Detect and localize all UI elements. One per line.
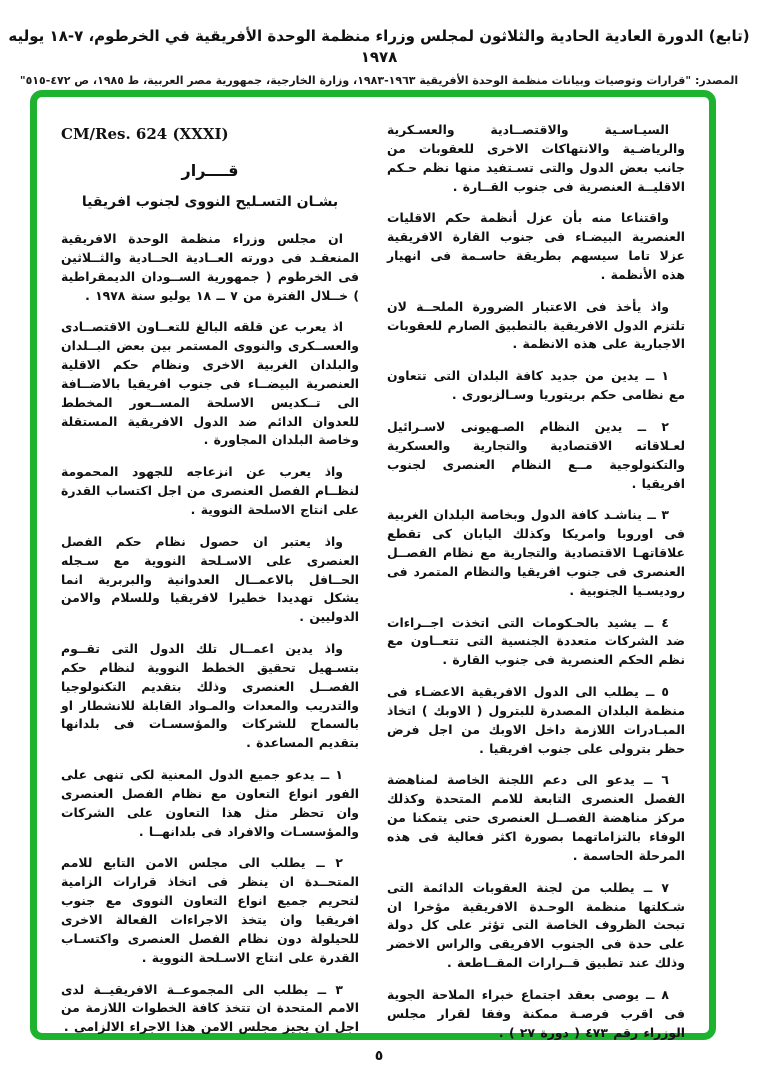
paragraph: اذ يعرب عن قلقه البالغ للتعــاون الاقتصــادى والعســكرى والنووى المستمر بين بعض البــلدان والبلدان الغربية الاخرى ونظام حكم الاقلية العنصرية البيضــاء فى جنوب افريقيا بالاضــافة الى تــكديس الاسلحة المســعور المخطط للعدوان الدائم ضد الدول الافريقية المستقلة وخاصة البلدان المجاورة . xyxy=(61,319,359,448)
right-column-continuation-text xyxy=(387,121,685,1040)
numbered-clause: ٣ ــ يناشـد كافة الدول وبخاصة البلدان الغربية فى اوروبا وامريكا وكذلك اليابان كى تقطع علاقاتهـا الاقتصادية والتجارية مع نظام الفصــل العنصرى فى جنوب افريقيا والنظام المتمرد فى روديسـيا الجنوبية . xyxy=(387,507,685,598)
paragraph: واذ يعرب عن انزعاجه للجهود المحمومة لنظــام الفصل العنصرى من اجل اكتساب القدرة على انتاج الاسلحة النووية . xyxy=(61,464,359,517)
numbered-clause: ٢ ــ يدين النظام الصـهيونى لاسـرائيل لعـلاقاته الاقتصادية والتجارية والعسكرية والتكنولوجية مــع النظام العنصرى لجنوب افريقيا . xyxy=(387,418,685,491)
paragraph: السيـاسـية والاقتصــادية والعسـكرية والرياضـية والانتهاكات الاخرى للعقوبات من جانب بعض الدول والتى تسـتفيد منها نظم حـكم الاقليــة العنصرية فى جنوب القــارة . xyxy=(387,122,685,194)
resolution-heading: قــــرار xyxy=(181,161,239,180)
paragraph: واذ يعتبر ان حصول نظام حكم الفصل العنصرى على الاسـلحة النووية مع سـجله الحــافل بالاعمــال العدوانية والبربرية انما يشكل تهديدا خطيرا لافريقيا وللسلام والامن الدوليين . xyxy=(61,533,359,625)
session-title: (تابع) الدورة العادية الحادية والثلاثون لمجلس وزراء منظمة الوحدة الأفريقية في الخرطوم، ٧-١٨ يوليه ١٩٧٨ xyxy=(8,27,750,66)
green-border-frame xyxy=(30,90,716,1040)
numbered-clause: ٥ ــ يطلب الى الدول الافريقية الاعضـاء فى منظمة البلدان المصدرة للبترول ( الاوبك ) اتخاذ المبـادرات اللازمة داخل الاوبك من اجل فرض حظر بترولى على جنوب افريقيا . xyxy=(387,684,685,756)
numbered-clause: ٧ ــ يطلب من لجنة العقوبات الدائمة التى شـكلتها منظمة الوحـدة الافريقية مؤخرا ان تبحث الظروف الخاصة التى تؤثر على كل دولة على حدة فى الجنوب الافريقى والراس الاخضر وذلك عند تطبيق قــرارات المقــاطعة . xyxy=(387,879,685,971)
paragraph: واذ يدين اعمــال تلك الدول التى تقــوم بتسـهيل تحقيق الخطط النووية لنظام حكم الفصــل العنصرى وذلك بتقديم التكنولوجيا والتدريب والمعدات والمـواد القابلة للانشطار او بالسماح للشركات والمؤسسـات فى بلدانها بتقديم المساعدة . xyxy=(61,641,359,751)
paragraph: واقتناعا منه بأن عزل أنظمة حكم الاقليات العنصرية البيضـاء فى جنوب القارة الافريقية عزلا تاما سيسهم بطريقة حاسـمة فى انهيار هذه الأنظمة . xyxy=(387,210,685,282)
numbered-clause: ٨ ــ يوصى بعقد اجتماع خبراء الملاحة الجوية فى اقرب فرصـة ممكنة وفقا لقرار مجلس الوزراء رقم ٤٧٣ ( دورة ٢٧ ) . xyxy=(387,986,685,1040)
two-column-layout xyxy=(61,121,685,1040)
paragraph: ان مجلس وزراء منظمة الوحدة الافريقية المنعقـد فى دورته العــادية الحــادية والثــلاثين فى الخرطوم ( جمهورية الســودان الديمقراطية ) خــلال الفترة من ٧ ــ ١٨ يوليو سنة ١٩٧٨ . xyxy=(61,231,359,303)
resolution-subject: بشـان التسـليح النووى لجنوب افريقيا xyxy=(81,194,339,210)
page-number: ٥ xyxy=(374,1048,384,1064)
numbered-clause: ٤ ــ يشيد بالحـكومات التى اتخذت اجــراءات ضد الشركات متعددة الجنسية التى تتعــاون مع نظم الحكم العنصرية فى جنوب القارة . xyxy=(387,614,685,668)
numbered-clause: ٢ ــ يطلب الى مجلس الامن التابع للامم المتحــدة ان ينظر فى اتخاذ قرارات الزامية لتحريم جميع انواع التعاون النووى مع جنوب افريقيا وان يتخذ الاجراءات الفعالة الاخرى للحيلولة دون نظام الفصل العنصرى واكتسـاب القدرة على انتاج الاسـلحة النووية . xyxy=(61,855,359,965)
resolution-reference: CM/Res. 624 (XXXI) xyxy=(61,125,229,143)
left-column-resolution-624 xyxy=(61,121,359,1035)
numbered-clause: ١ ــ يدعو جميع الدول المعنية لكى تنهى على الفور انواع التعاون مع نظام الفصل العنصرى وان تحظر مثل هذا التعاون على الشركات والمؤسسـات والافراد فى بلدانهــا . xyxy=(61,767,359,839)
paragraph: واذ يأخذ فى الاعتبار الضرورة الملحــة لان تلتزم الدول الافريقية بالتطبيق الصارم للعقوبات الاجبارية على هذه الانظمة . xyxy=(387,298,685,352)
numbered-clause: ٦ ــ يدعو الى دعم اللجنة الخاصة لمناهضة الفصل العنصرى التابعة للامم المتحدة وكذلك مركز مناهضة الفصــل العنصرى حتى يتمكنا من الوفاء بالتزاماتهما بصورة اكثر فعالية فى هذه المرحلة الحاسمة . xyxy=(387,772,685,863)
numbered-clause: ١ ــ يدين من جديد كافة البلدان التى تتعاون مع نظامى حكم بريتوريا وسـالزبورى . xyxy=(387,368,685,403)
page-header xyxy=(0,26,758,87)
source-citation: المصدر: "قرارات وتوصيات وبيانات منظمة الوحدة الأفريقية ١٩٦٣-١٩٨٣، وزارة الخارجية، جمهورية مصر العربية، ط ١٩٨٥، ص ٤٧٢-٥١٥" xyxy=(19,74,739,87)
numbered-clause: ٣ ــ يطلب الى المجموعــة الافريقيــة لدى الامم المتحدة ان تتخذ كافة الخطوات اللازمة من اجل ان يجيز مجلس الامن هذا الاجراء الالزامى . xyxy=(61,981,359,1035)
